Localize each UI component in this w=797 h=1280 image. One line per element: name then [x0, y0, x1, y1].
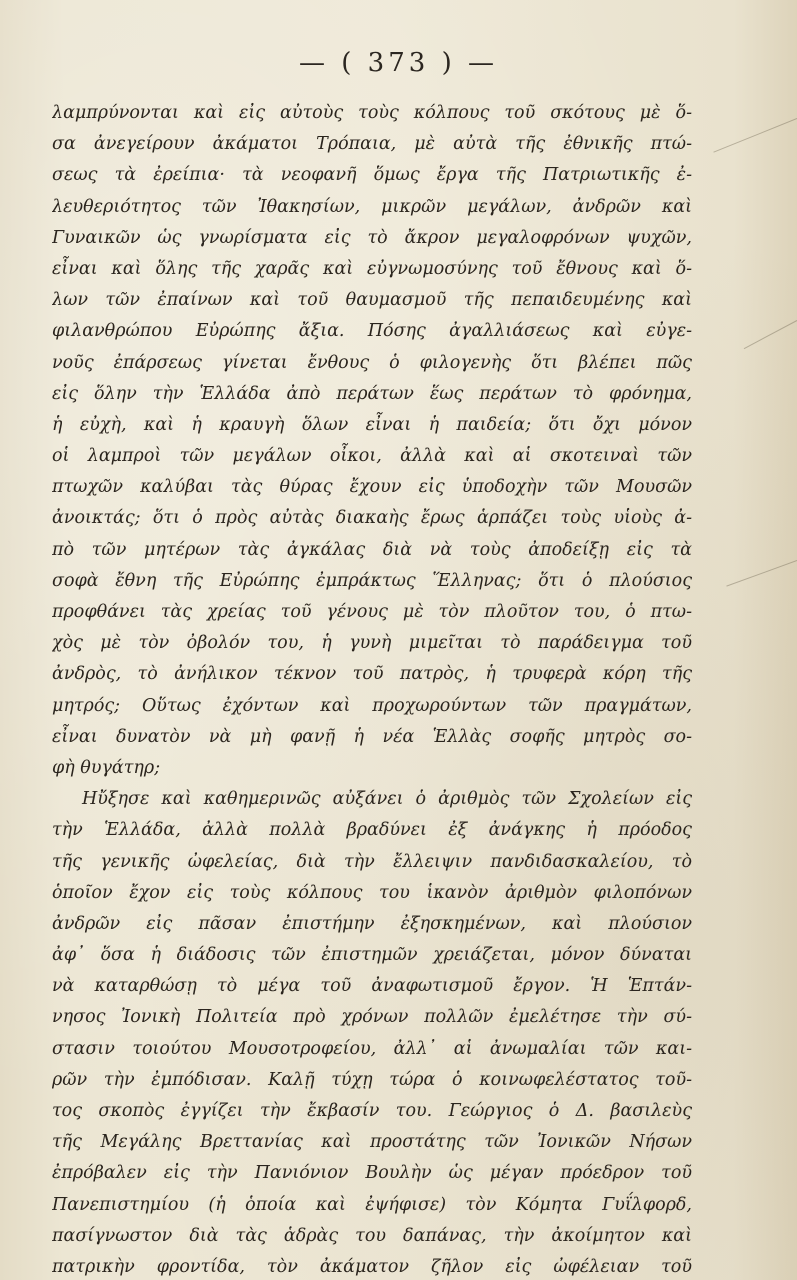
- body-text: [52, 98, 692, 1280]
- paper-crease: [744, 320, 797, 349]
- text-line: ἀνδρῶν εἰς πᾶσαν ἐπιστήμην ἐξησκημένων, καὶ πλούσιον: [52, 913, 692, 934]
- text-line: ἐπρόβαλεν εἰς τὴν Πανιόνιον Βουλὴν ὡς μέγαν πρόεδρον τοῦ: [52, 1163, 692, 1184]
- text-line: σοφὰ ἔθνη τῆς Εὐρώπης ἐμπράκτως Ἕλληνας; ὅτι ὁ πλούσιος: [52, 570, 692, 591]
- text-line: ἀνοικτάς; ὅτι ὁ πρὸς αὐτὰς διακαὴς ἔρως ἁρπάζει τοὺς υἱοὺς ἀ-: [52, 508, 692, 529]
- text-line: στασιν τοιούτου Μουσοτροφείου, ἀλλ᾽ αἱ ἀνωμαλίαι τῶν και-: [52, 1038, 692, 1059]
- text-line: οἱ λαμπροὶ τῶν μεγάλων οἶκοι, ἀλλὰ καὶ αἱ σκοτειναὶ τῶν: [52, 446, 692, 467]
- text-line: νοῦς ἐπάρσεως γίνεται ἔνθους ὁ φιλογενὴς ὅτι βλέπει πῶς: [52, 352, 692, 373]
- text-line: πατρικὴν φροντίδα, τὸν ἀκάματον ζῆλον εἰς ὠφέλειαν τοῦ: [52, 1256, 692, 1277]
- text-line: πτωχῶν καλύβαι τὰς θύρας ἔχουν εἰς ὑποδοχὴν τῶν Μουσῶν: [52, 477, 692, 498]
- text-line: σα ἀνεγείρουν ἀκάματοι Τρόπαια, μὲ αὐτὰ τῆς ἐθνικῆς πτώ-: [52, 134, 692, 155]
- text-line: ὁποῖον ἔχον εἰς τοὺς κόλπους του ἱκανὸν ἀριθμὸν φιλοπόνων: [52, 882, 692, 903]
- text-line: ρῶν τὴν ἐμπόδισαν. Καλῇ τύχῃ τώρα ὁ κοινωφελέστατος τοῦ-: [52, 1069, 692, 1090]
- text-line: τῆς Μεγάλης Βρεττανίας καὶ προστάτης τῶν Ἰονικῶν Νήσων: [52, 1132, 692, 1153]
- text-line: Ηὔξησε καὶ καθημερινῶς αὐξάνει ὁ ἀριθμὸς τῶν Σχολείων εἰς: [82, 789, 692, 810]
- text-line: εἶναι καὶ ὅλης τῆς χαρᾶς καὶ εὐγνωμοσύνης τοῦ ἔθνους καὶ ὅ-: [52, 258, 692, 279]
- text-line: τος σκοπὸς ἐγγίζει τὴν ἔκβασίν του. Γεώργιος ὁ Δ. βασιλεὺς: [52, 1101, 692, 1121]
- text-line: εἶναι δυνατὸν νὰ μὴ φανῇ ἡ νέα Ἑλλὰς σοφῆς μητρὸς σο-: [52, 726, 692, 747]
- text-line: νὰ καταρθώσῃ τὸ μέγα τοῦ ἀναφωτισμοῦ ἔργον. Ἡ Ἑπτάν-: [52, 976, 692, 997]
- text-line: λευθεριότητος τῶν Ἰθακησίων, μικρῶν μεγάλων, ἀνδρῶν καὶ: [52, 196, 692, 217]
- text-line: Γυναικῶν ὡς γνωρίσματα εἰς τὸ ἄκρον μεγαλοφρόνων ψυχῶν,: [52, 227, 692, 248]
- text-line: μητρός; Οὕτως ἐχόντων καὶ προχωρούντων τῶν πραγμάτων,: [52, 695, 692, 716]
- paragraph-2: [52, 784, 692, 1280]
- text-line: ἡ εὐχὴ, καὶ ἡ κραυγὴ ὅλων εἶναι ἡ παιδεία; ὅτι ὄχι μόνον: [52, 414, 692, 435]
- text-line: τῆς γενικῆς ὠφελείας, διὰ τὴν ἔλλειψιν πανδιδασκαλείου, τὸ: [52, 851, 692, 872]
- text-line: λαμπρύνονται καὶ εἰς αὐτοὺς τοὺς κόλπους τοῦ σκότους μὲ ὅ-: [52, 103, 692, 123]
- text-line: εἰς ὅλην τὴν Ἑλλάδα ἀπὸ περάτων ἕως περάτων τὸ φρόνημα,: [52, 383, 692, 404]
- text-line: προφθάνει τὰς χρείας τοῦ γένους μὲ τὸν πλοῦτον του, ὁ πτω-: [52, 602, 692, 622]
- text-line: φιλανθρώπου Εὐρώπης ἄξια. Πόσης ἀγαλλιάσεως καὶ εὐγε-: [52, 321, 692, 342]
- paper-crease: [713, 118, 797, 153]
- text-line: πασίγνωστον διὰ τὰς ἁδρὰς του δαπάνας, τὴν ἀκοίμητον καὶ: [52, 1225, 692, 1246]
- text-line: ἀφ᾽ ὅσα ἡ διάδοσις τῶν ἐπιστημῶν χρειάζεται, μόνον δύναται: [52, 945, 692, 966]
- text-line: ἀνδρὸς, τὸ ἀνήλικον τέκνον τοῦ πατρὸς, ἡ τρυφερὰ κόρη τῆς: [52, 664, 692, 685]
- text-line: φὴ θυγάτηρ;: [52, 757, 161, 778]
- paper-crease: [726, 560, 797, 587]
- text-line: τὴν Ἑλλάδα, ἀλλὰ πολλὰ βραδύνει ἐξ ἀνάγκης ἡ πρόοδος: [52, 820, 692, 841]
- text-line: πὸ τῶν μητέρων τὰς ἀγκάλας διὰ νὰ τοὺς ἀποδείξῃ εἰς τὰ: [52, 539, 692, 560]
- paragraph-1: [52, 98, 692, 784]
- text-line: νησος Ἰονικὴ Πολιτεία πρὸ χρόνων πολλῶν ἐμελέτησε τὴν σύ-: [52, 1007, 692, 1028]
- page-number: — ( 373 ) —: [299, 48, 498, 78]
- text-line: σεως τὰ ἐρείπια· τὰ νεοφανῆ ὅμως ἔργα τῆς Πατριωτικῆς ἐ-: [52, 165, 692, 186]
- text-line: λων τῶν ἐπαίνων καὶ τοῦ θαυμασμοῦ τῆς πεπαιδευμένης καὶ: [52, 290, 692, 311]
- text-line: Πανεπιστημίου (ἡ ὁποία καὶ ἐψήφισε) τὸν Κόμητα Γυΐλφορδ,: [52, 1194, 692, 1215]
- text-line: χὸς μὲ τὸν ὀβολόν του, ἡ γυνὴ μιμεῖται τὸ παράδειγμα τοῦ: [52, 633, 692, 654]
